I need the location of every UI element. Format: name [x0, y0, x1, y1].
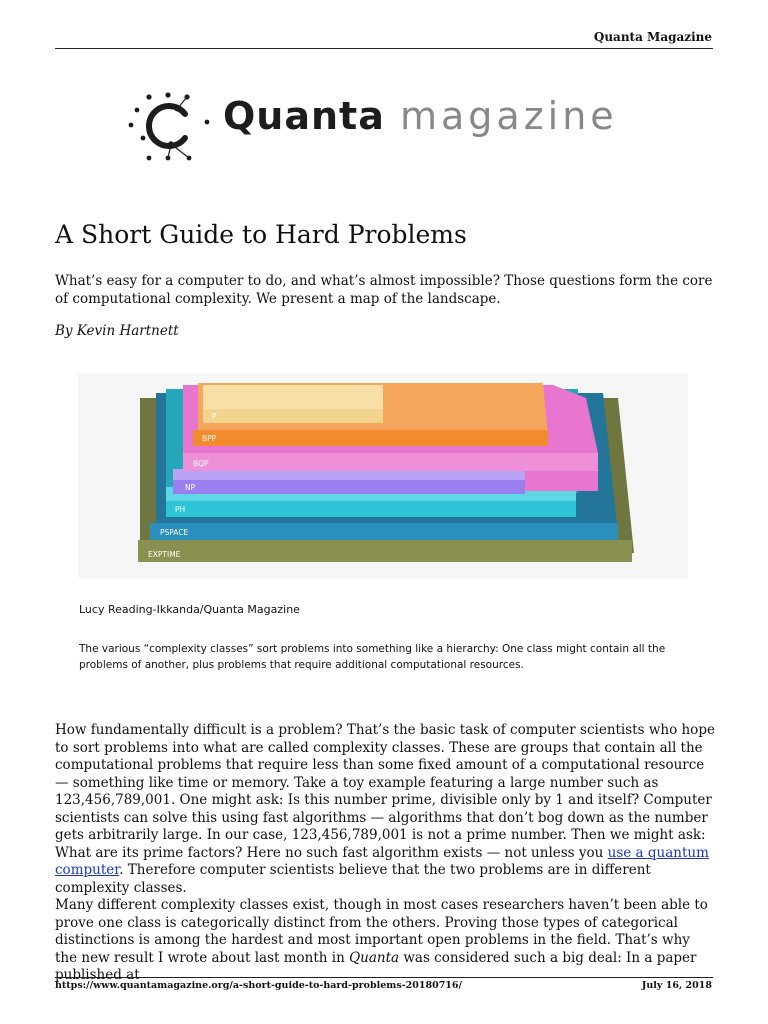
header-divider — [55, 48, 713, 49]
label-p: P — [212, 412, 217, 421]
body-paragraph-1 — [55, 722, 715, 897]
p2-text-before: Many different complexity classes exist, though in most cases researchers haven’t been able to prove one class is categorically distinct from the others. Proving those types of categorical distinctions is among the hardest and most important open problems in the field. That’s why the new result I wrote about last month in — [55, 897, 708, 966]
label-exptime: EXPTIME — [148, 550, 181, 559]
footer-divider — [55, 977, 713, 978]
label-np: NP — [185, 483, 196, 492]
exptime-layer — [138, 540, 632, 562]
body-paragraph-2 — [55, 897, 715, 985]
logo-wordmark-quanta: Quanta — [223, 94, 385, 138]
logo-wordmark-magazine: magazine — [400, 94, 618, 138]
footer-url: https://www.quantamagazine.org/a-short-guide-to-hard-problems-20180716/ — [55, 980, 462, 991]
footer-date: July 16, 2018 — [641, 980, 712, 991]
figure-credit: Lucy Reading-Ikkanda/Quanta Magazine — [79, 603, 300, 616]
p2-quanta-italic: Quanta — [349, 949, 400, 966]
np-layer — [173, 478, 525, 494]
p-layer — [203, 409, 383, 423]
complexity-classes-illustration — [78, 373, 688, 578]
article-dek: What’s easy for a computer to do, and what’s almost impossible? Those questions form the core of computational complexity. We present a map of the landscape. — [55, 273, 713, 307]
quantum-computer-link[interactable]: use a quantum computer — [55, 844, 709, 878]
pspace-layer — [150, 523, 618, 540]
p1-text-before: How fundamentally difficult is a problem? That’s the basic task of computer scientists who hope to sort problems into what are called complexity classes. These are groups that contain all the computational problems that require less than some fixed amount of a computational resource — something like time or memory. Take a toy example featuring a large number such as 123,456,789,001. One might ask: Is this number prime, divisible only by 1 and itself? Computer scientists can solve this using fast algorithms — algorithms that don’t bog down as the number gets arbitrarily large. In our case, 123,456,789,001 is not a prime number. Then we might ask: What are its prime factors? Here no such fast algorithm exists — not unless you — [55, 722, 715, 861]
article-byline: By Kevin Hartnett — [55, 323, 179, 339]
header-publication: Quanta Magazine — [593, 30, 712, 44]
quanta-logo[interactable] — [127, 92, 647, 164]
ph-layer — [166, 499, 576, 517]
label-ph: PH — [175, 505, 186, 514]
p1-text-after: . Therefore computer scientists believe that the two problems are in different complexity classes. — [55, 862, 651, 896]
figure-caption: The various “complexity classes” sort problems into something like a hierarchy: One class might contain all the problems of another, plus problems that require additional computational resources. — [79, 643, 666, 671]
quanta-constellation-icon — [127, 92, 215, 164]
label-bqp: BQP — [193, 459, 209, 468]
label-bpp: BPP — [202, 434, 217, 443]
article-title: A Short Guide to Hard Problems — [55, 220, 467, 249]
bpp-layer — [193, 430, 548, 446]
p2-text-after: was considered such a big deal: In a paper published at — [55, 949, 697, 983]
label-pspace: PSPACE — [160, 528, 189, 537]
bqp-layer — [183, 453, 598, 471]
